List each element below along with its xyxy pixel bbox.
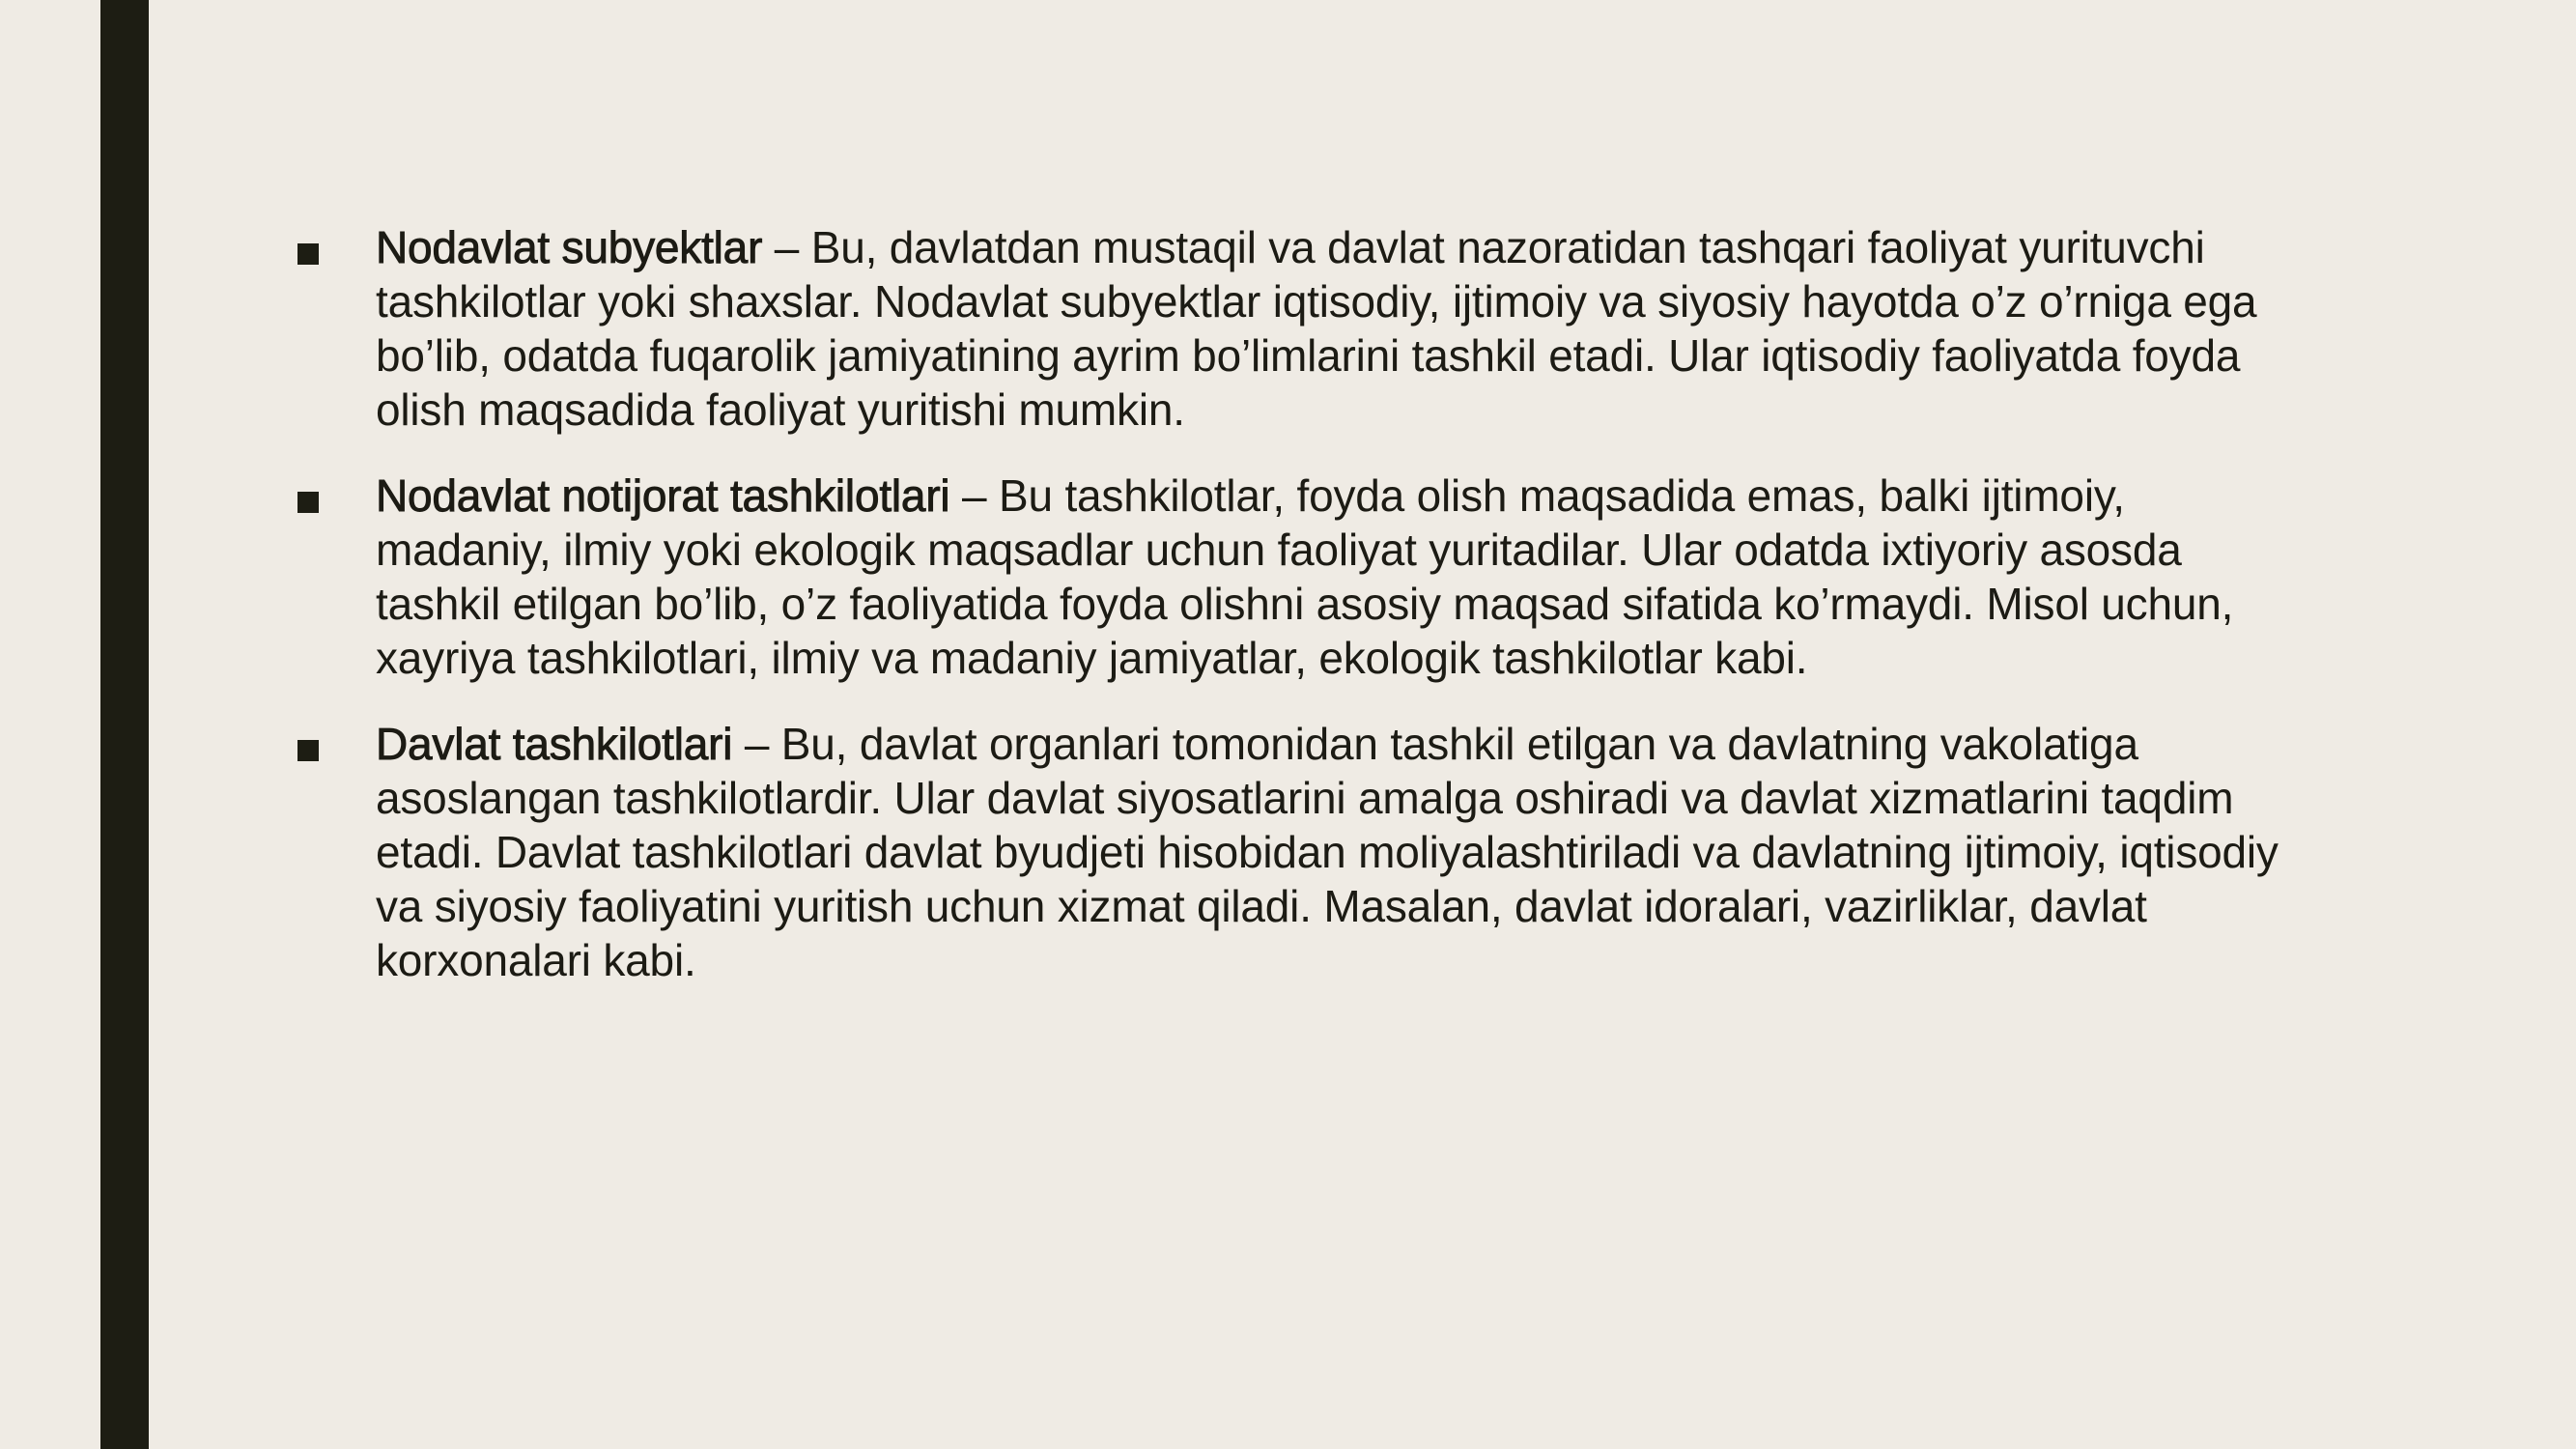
- bullet-term: Nodavlat subyektlar: [376, 222, 763, 272]
- square-bullet-icon: [295, 469, 376, 523]
- bullet-text: [376, 220, 2304, 437]
- bullet-description: – Bu, davlat organlari tomonidan tashkil etilgan va davlatning vakolatiga asoslangan tashkilotlardir. Ular davlat siyosatlarini amalga oshiradi va davlat xizmatlarini taqdim etadi. Davlat tashkilotlari davlat byudjeti hisobidan moliyalashtiriladi va davlatning ijtimoiy, iqtisodiy va siyosiy faoliyatini yuritish uchun xizmat qiladi. Masalan, davlat idoralari, vazirliklar, davlat korxonalari kabi.: [376, 719, 2279, 985]
- bullet-item-davlat-tashkilotlari: [295, 717, 2304, 987]
- slide-bullet-list: [295, 220, 2304, 1019]
- square-bullet-icon: [295, 717, 376, 771]
- bullet-term: Nodavlat notijorat tashkilotlari: [376, 470, 950, 521]
- bullet-term: Davlat tashkilotlari: [376, 719, 733, 769]
- bullet-description: – Bu, davlatdan mustaqil va davlat nazoratidan tashqari faoliyat yurituvchi tashkilotlar yoki shaxslar. Nodavlat subyektlar iqtisodiy, ijtimoiy va siyosiy hayotda o’z o’rniga ega bo’lib, odatda fuqarolik jamiyatining ayrim bo’limlarini tashkil etadi. Ular iqtisodiy faoliyatda foyda olish maqsadida faoliyat yuritishi mumkin.: [376, 222, 2257, 435]
- bullet-item-nodavlat-notijorat: [295, 469, 2304, 685]
- bullet-description: – Bu tashkilotlar, foyda olish maqsadida emas, balki ijtimoiy, madaniy, ilmiy yoki ekologik maqsadlar uchun faoliyat yuritadilar. Ular odatda ixtiyoriy asosda tashkil etilgan bo’lib, o’z faoliyatida foyda olishni asosiy maqsad sifatida ko’rmaydi. Misol uchun, xayriya tashkilotlari, ilmiy va madaniy jamiyatlar, ekologik tashkilotlar kabi.: [376, 470, 2234, 683]
- bullet-item-nodavlat-subyektlar: [295, 220, 2304, 437]
- square-bullet-icon: [295, 220, 376, 274]
- bullet-text: [376, 469, 2304, 685]
- bullet-text: [376, 717, 2304, 987]
- slide-accent-bar: [100, 0, 149, 1449]
